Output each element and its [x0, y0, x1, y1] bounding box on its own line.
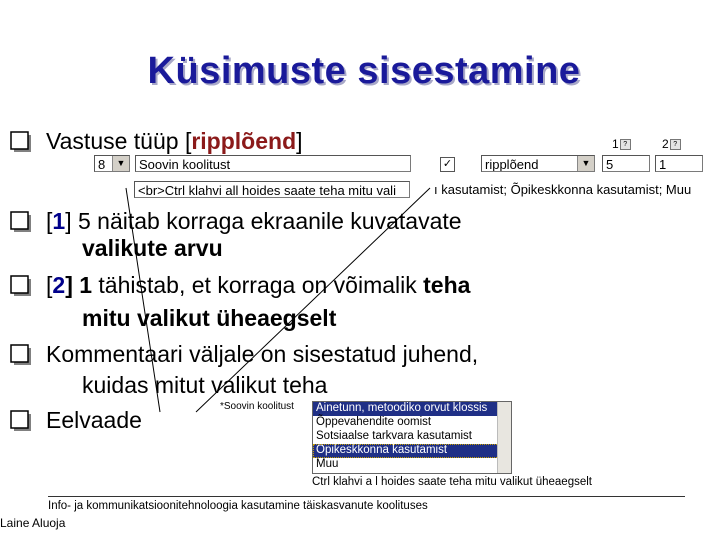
- scrollbar[interactable]: [497, 402, 511, 473]
- bullet-4-continuation: kuidas mitut valikut teha: [82, 372, 328, 398]
- column-label-2: 2 ?: [662, 137, 681, 151]
- preview-question-label: *Soovin koolitust: [220, 401, 294, 412]
- checkbox-bullet-icon: [10, 275, 40, 297]
- question-text-field[interactable]: Soovin koolitust: [135, 155, 411, 172]
- chevron-down-icon: ▼: [577, 156, 594, 171]
- footer-divider: [48, 496, 685, 497]
- help-icon[interactable]: ?: [620, 139, 631, 150]
- options-field[interactable]: ı kasutamist; Õpikeskkonna kasutamist; Muu: [431, 181, 703, 198]
- visible-count-field[interactable]: 5: [602, 155, 650, 172]
- list-item[interactable]: Ainetunn, metoodiko orvut klossis: [313, 402, 511, 416]
- comment-field[interactable]: <br>Ctrl klahvi all hoides saate teha mitu vali: [134, 181, 410, 198]
- required-checkbox[interactable]: ✓: [440, 157, 455, 172]
- multi-select-field[interactable]: 1: [655, 155, 703, 172]
- bullet-text: ]: [296, 128, 303, 154]
- question-number-select[interactable]: 8 ▼: [94, 155, 130, 172]
- list-item[interactable]: Sotsiaalse tarkvara kasutamist: [316, 430, 472, 442]
- list-item[interactable]: Õppevahendite oomist: [316, 416, 432, 428]
- preview-hint: Ctrl klahvi a l hoides saate teha mitu valikut üheaegselt: [312, 476, 592, 488]
- chevron-down-icon: ▼: [112, 156, 129, 171]
- bullet-bold-term: ripplõend: [191, 128, 297, 154]
- answer-type-select[interactable]: ripplõend ▼: [481, 155, 595, 172]
- bullet-3: [2] 1 tähistab, et korraga on võimalik teha: [46, 272, 470, 299]
- checkbox-bullet-icon: [10, 410, 40, 432]
- bullet-2: [1] 5 näitab korraga ekraanile kuvatavate: [46, 208, 462, 235]
- bullet-4: Kommentaari väljale on sisestatud juhend,: [46, 341, 478, 368]
- bullet-2-continuation: valikute arvu: [82, 235, 223, 261]
- bullet-text: Vastuse tüüp [: [46, 128, 192, 154]
- bullet-3-continuation: mitu valikut üheaegselt: [82, 305, 337, 331]
- checkbox-bullet-icon: [10, 344, 40, 366]
- list-item[interactable]: Õpikeskkonna kasutamist: [313, 444, 511, 458]
- column-label-1: 1 ?: [612, 137, 631, 151]
- help-icon[interactable]: ?: [670, 139, 681, 150]
- footer-author: Laine Aluoja: [0, 516, 66, 530]
- list-item[interactable]: Muu: [316, 458, 339, 470]
- preview-listbox[interactable]: [312, 401, 512, 474]
- slide-title: Küsimuste sisestamine: [147, 50, 581, 92]
- checkbox-bullet-icon: [10, 211, 40, 233]
- bullet-5: Eelvaade: [46, 407, 142, 434]
- footer-title: Info- ja kommunikatsioonitehnoloogia kasutamine täiskasvanute koolituses: [48, 500, 428, 512]
